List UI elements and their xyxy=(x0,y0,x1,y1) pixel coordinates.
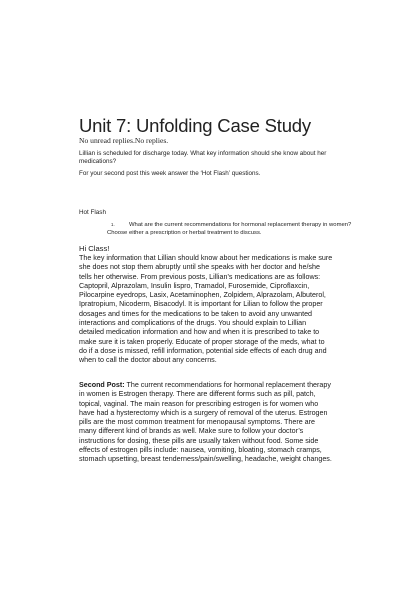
discussion-prompt-2: For your second post this week answer the ‘Hot Flash’ questions. xyxy=(79,170,261,177)
discussion-prompt-1: Lillian is scheduled for discharge today. What key information should she know about her medications? xyxy=(79,150,327,166)
reply-paragraph-2 xyxy=(79,381,333,465)
replies-status: No unread replies.No replies. xyxy=(79,136,169,145)
hot-flash-question xyxy=(107,221,352,237)
second-post-text: The current recommendations for hormonal replacement therapy in women is Estrogen therapy. There are different forms such as pill, patch, topical, vaginal. The main reason for prescribing estrogen is for women who have had a hysterectomy which is a surgery of removal of the uterus. Estrogen pills are the most common treatment for menopausal symptoms. There are many different kind of brands as well. Make sure to follow your doctor’s instructions for dosing, these pills are usually taken without food. Some side effects of estrogen pills include: nausea, vomiting, bloating, stomach cramps, stomach upsetting, breast tenderness/pain/swelling, headache, weight changes. xyxy=(79,381,332,464)
question-text: What are the current recommendations for hormonal replacement therapy in women? Choose either a prescription or herbal treatment to discuss. xyxy=(107,222,352,237)
question-number: 1. xyxy=(111,222,115,227)
page-title: Unit 7: Unfolding Case Study xyxy=(79,115,311,136)
section-label-hot-flash: Hot Flash xyxy=(79,209,106,216)
reply-paragraph-1: The key information that Lillian should know about her medications is make sure she does not stop them abruptly until she speaks with her doctor and he/she tells her otherwise. From previous posts, Lillian’s medications are as follows: Captopril, Alprazolam, Insulin lispro, Tramadol, Furosemide, Ciproflaxcin, Pilocarpine eyedrops, Lasix, Acetaminophen, Zolpidem, Alprazolam, Albuterol, Ipratropium, Nicoderm, Bisacodyl. It is important for Lilian to follow the proper dosages and times for the medications to be taken to avoid any unwanted interactions and complications of the drugs. You should explain to Lillian detailed medication information and how and when it is prescribed to take to make sure it is taken properly. Educate of proper storage of the meds, what to do if a dose is missed, refill information, potential side effects of each drug and when to call the doctor about any concerns. xyxy=(79,254,333,365)
second-post-label: Second Post: xyxy=(79,381,125,389)
reply-greeting: Hi Class! xyxy=(79,244,110,253)
